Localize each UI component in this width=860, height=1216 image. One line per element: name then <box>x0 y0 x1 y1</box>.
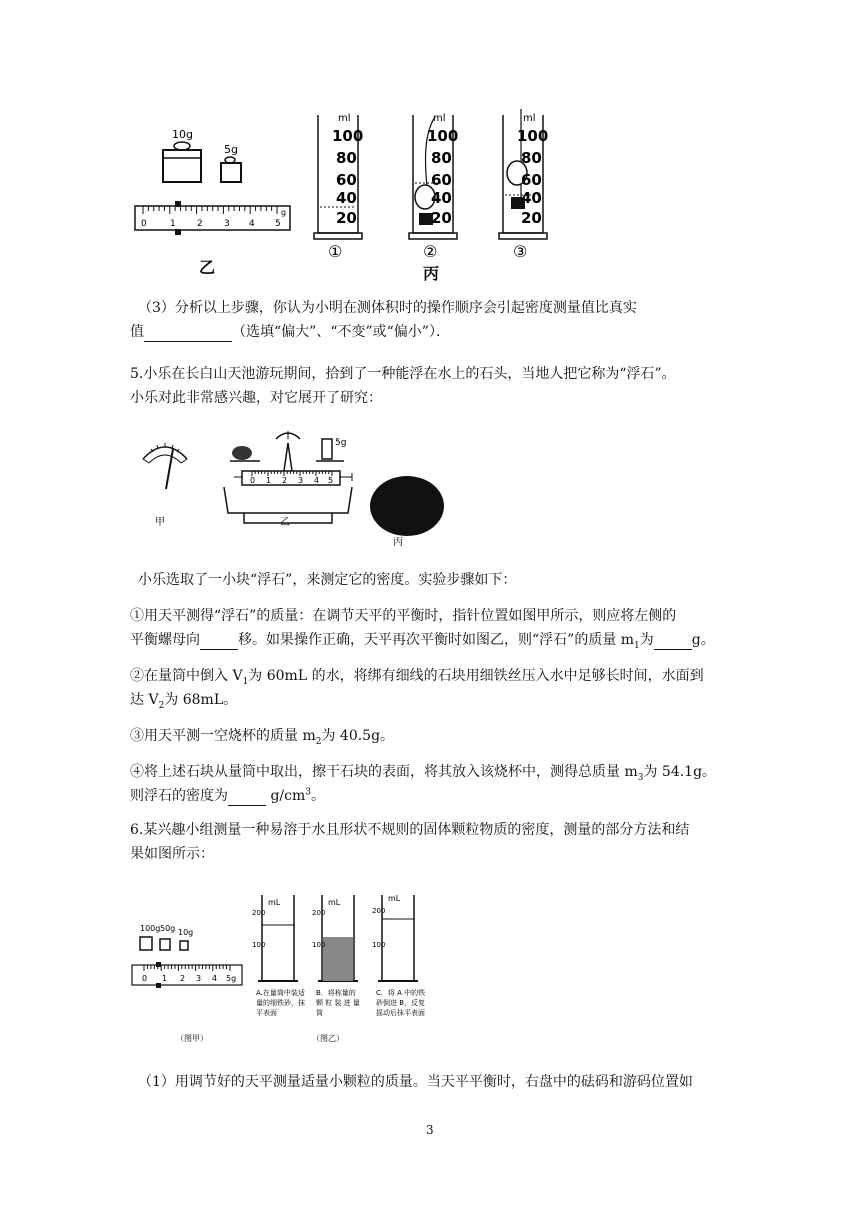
balance-scale <box>224 431 352 528</box>
page-number: 3 <box>426 1123 434 1137</box>
svg-text:0: 0 <box>250 476 256 485</box>
svg-text:量的细铁砂，抹: 量的细铁砂，抹 <box>256 999 305 1007</box>
figure-cylinders <box>310 105 570 285</box>
pumice-sample <box>232 446 252 460</box>
svg-text:20: 20 <box>336 209 357 227</box>
svg-text:摇动后抹平表面: 摇动后抹平表面 <box>376 1009 425 1017</box>
svg-text:筒: 筒 <box>316 1009 323 1017</box>
svg-text:3: 3 <box>224 219 230 229</box>
svg-text:5g: 5g <box>335 438 347 448</box>
svg-text:丙: 丙 <box>393 537 403 548</box>
q5-step4-line1: ④将上述石块从量筒中取出，擦干石块的表面，将其放入该烧杯中，测得总质量 $m_3$为 54.1g。 <box>130 764 717 783</box>
pumice-stone <box>370 476 444 536</box>
svg-text:100: 100 <box>427 127 459 145</box>
svg-text:100: 100 <box>332 127 364 145</box>
svg-text:80: 80 <box>431 149 452 167</box>
weight-50g <box>160 939 170 950</box>
cylinder-2-label: ② <box>423 242 438 261</box>
svg-text:mL: mL <box>268 898 281 907</box>
q5-step2-line1: ②在量筒中倒入 $V_1$为 60mL 的水，将绑有细线的石块用细铁丝压入水中足够长时间，水面到 <box>130 668 704 687</box>
svg-text:颗 粒 装 进 量: 颗 粒 装 进 量 <box>316 999 360 1007</box>
svg-text:5: 5 <box>328 476 334 485</box>
answer-blank-direction[interactable] <box>200 633 238 650</box>
q3-line2: 值 （选填“偏大”、“不变”或“偏小”）． <box>130 324 450 340</box>
svg-text:80: 80 <box>521 149 542 167</box>
svg-text:100: 100 <box>372 941 386 949</box>
svg-text:A.在量筒中装适: A.在量筒中装适 <box>256 989 305 997</box>
cylinder-1-label: ① <box>328 242 343 261</box>
svg-text:mL: mL <box>388 894 401 903</box>
svg-text:2: 2 <box>197 219 203 229</box>
svg-text:10g: 10g <box>178 928 194 937</box>
figure-pumice-balance <box>135 425 455 550</box>
svg-text:ml: ml <box>433 113 446 124</box>
weight-10g <box>163 150 201 182</box>
pointer-dial <box>143 443 187 528</box>
svg-text:20: 20 <box>521 209 542 227</box>
label-jia: （图甲） <box>176 1034 208 1043</box>
weight-10g <box>180 941 188 950</box>
svg-text:3: 3 <box>196 974 202 983</box>
svg-text:4: 4 <box>314 476 320 485</box>
svg-text:B．将称量的: B．将称量的 <box>316 989 356 997</box>
svg-text:50g: 50g <box>160 924 176 933</box>
q5-step3: ③用天平测一空烧杯的质量 $m_2$为 40.5g。 <box>130 728 395 747</box>
q3-line1: （3）分析以上步骤，你认为小明在测体积时的操作顺序会引起密度测量值比真实 <box>138 300 637 316</box>
answer-blank-mass[interactable] <box>654 633 692 650</box>
answer-blank-density[interactable] <box>228 789 266 806</box>
svg-text:200: 200 <box>312 909 326 917</box>
q6-line2: 果如图所示： <box>130 846 214 862</box>
figure-weights-ruler <box>125 120 295 280</box>
answer-blank[interactable] <box>144 325 232 342</box>
cylinder-b <box>312 895 360 1043</box>
svg-text:g: g <box>281 208 287 217</box>
svg-text:2: 2 <box>180 974 186 983</box>
svg-text:1: 1 <box>170 219 176 229</box>
svg-text:ml: ml <box>523 113 536 124</box>
svg-text:1: 1 <box>266 476 272 485</box>
weight-5g-label: 5g <box>224 143 238 156</box>
svg-text:4: 4 <box>249 219 255 229</box>
svg-text:砂倒进 B，反复: 砂倒进 B，反复 <box>376 999 426 1007</box>
granules <box>323 937 353 981</box>
weight-5g <box>322 439 332 459</box>
svg-text:0: 0 <box>142 974 148 983</box>
q5-step4-line2: 则浮石的密度为 $g/cm^3$。 <box>130 787 325 804</box>
svg-text:甲: 甲 <box>155 517 165 528</box>
figure-density-granules <box>128 885 463 1055</box>
rider <box>175 201 181 207</box>
cylinder-2 <box>409 113 458 283</box>
svg-text:5g: 5g <box>226 974 237 983</box>
svg-text:100: 100 <box>252 941 266 949</box>
svg-text:80: 80 <box>336 149 357 167</box>
svg-text:C．将 A 中的铁: C．将 A 中的铁 <box>376 989 426 997</box>
svg-text:3: 3 <box>298 476 304 485</box>
label-yi: （图乙） <box>312 1034 344 1043</box>
svg-text:ml: ml <box>338 113 351 124</box>
caption-bing: 丙 <box>423 264 440 283</box>
weight-100g <box>140 937 152 950</box>
svg-text:mL: mL <box>328 898 341 907</box>
weight-10g-label: 10g <box>172 128 193 141</box>
q6-sub1: （1）用调节好的天平测量适量小颗粒的质量。当天平平衡时，右盘中的砝码和游码位置如 <box>138 1074 693 1090</box>
cylinder-1 <box>314 113 363 261</box>
svg-text:0: 0 <box>141 219 147 229</box>
q5-intro: 小乐选取了一小块“浮石”，来测定它的密度。实验步骤如下： <box>138 572 517 588</box>
q5-line1: 5.小乐在长白山天池游玩期间，拾到了一种能浮在水上的石头，当地人把它称为“浮石”。 <box>130 366 676 382</box>
svg-text:40: 40 <box>336 189 357 207</box>
cylinder-3 <box>499 109 548 261</box>
svg-text:乙: 乙 <box>280 517 290 528</box>
q5-step1-line2: 平衡螺母向 移。如果操作正确，天平再次平衡时如图乙，则“浮石”的质量 $m_1$为 g。 <box>130 632 715 651</box>
svg-text:60: 60 <box>336 171 357 189</box>
svg-text:20: 20 <box>431 209 452 227</box>
svg-text:100: 100 <box>517 127 549 145</box>
svg-text:200: 200 <box>252 909 266 917</box>
cylinder-c <box>372 894 425 1017</box>
svg-text:100: 100 <box>312 941 326 949</box>
svg-text:4: 4 <box>212 974 218 983</box>
q5-step1-line1: ①用天平测得“浮石”的质量：在调节天平的平衡时，指针位置如图甲所示，则应将左侧的 <box>130 608 677 624</box>
svg-text:5: 5 <box>275 219 281 229</box>
svg-text:平表面: 平表面 <box>256 1009 277 1017</box>
svg-text:40: 40 <box>431 189 452 207</box>
caption-yi: 乙 <box>199 258 216 277</box>
svg-text:2: 2 <box>282 476 288 485</box>
q5-step2-line2: 达 $V_2$为 68mL。 <box>130 692 238 711</box>
svg-text:200: 200 <box>372 907 386 915</box>
svg-text:60: 60 <box>431 171 452 189</box>
weight-5g <box>221 163 241 182</box>
svg-text:1: 1 <box>162 974 168 983</box>
svg-text:40: 40 <box>521 189 542 207</box>
q6-line1: 6.某兴趣小组测量一种易溶于水且形状不规则的固体颗粒物质的密度，测量的部分方法和结 <box>130 822 690 838</box>
cylinder-3-label: ③ <box>513 242 528 261</box>
cylinder-a <box>252 895 305 1017</box>
q5-line2: 小乐对此非常感兴趣，对它展开了研究： <box>130 390 382 406</box>
svg-text:100g: 100g <box>140 924 161 933</box>
svg-text:60: 60 <box>521 171 542 189</box>
